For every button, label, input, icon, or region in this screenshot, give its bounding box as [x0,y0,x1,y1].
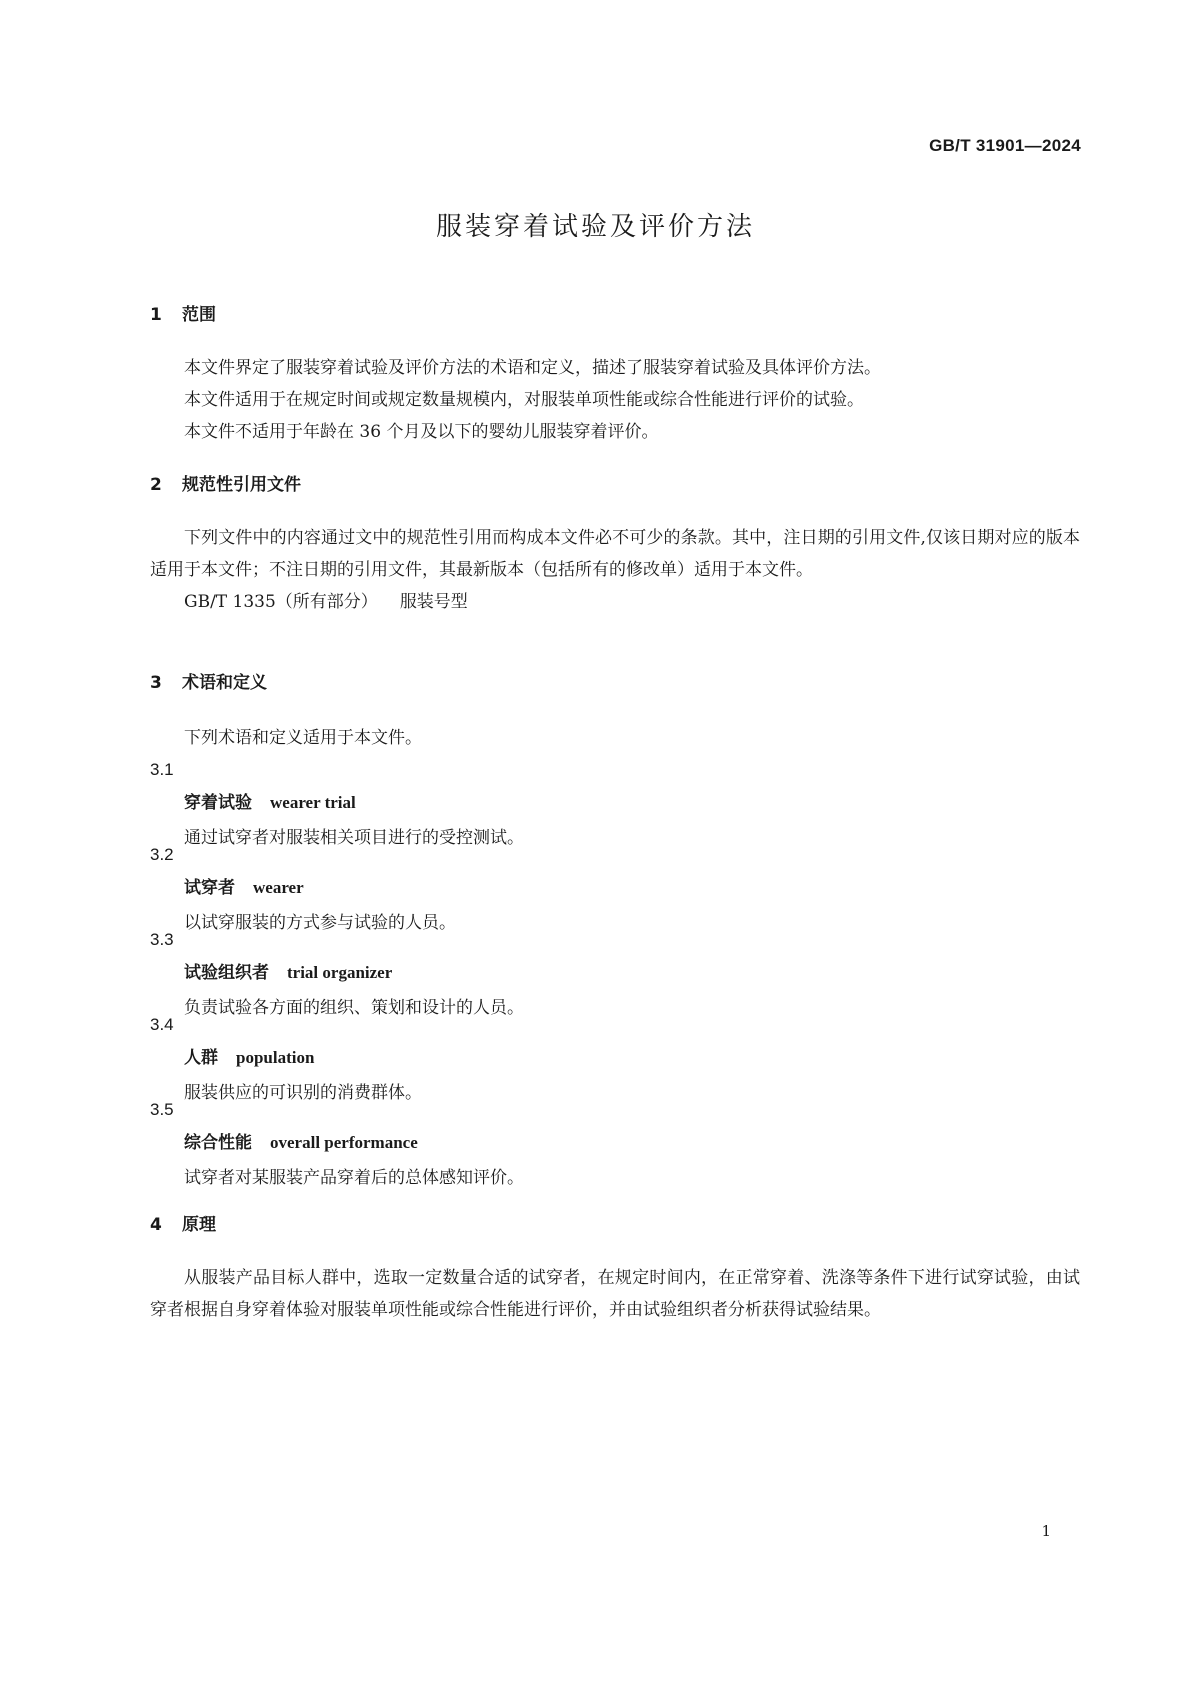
term-3-1 [150,760,1080,848]
term-number: 3.1 [150,760,174,779]
term-zh: 试验组织者 [184,963,269,983]
term-name [150,788,1080,813]
section-title: 规范性引用文件 [182,475,301,495]
term-definition: 试穿者对某服装产品穿着后的总体感知评价。 [184,1168,524,1188]
term-en: wearer trial [270,793,356,812]
paragraph: 从服装产品目标人群中，选取一定数量合适的试穿者，在规定时间内，在正常穿着、洗涤等条件下进行试穿试验，由试穿者根据自身穿着体验对服装单项性能或综合性能进行评价，并由试验组织者分析获得试验结果。 [150,1268,1080,1320]
reference-title: 服装号型 [399,592,468,612]
section-4-heading [150,1210,1080,1235]
section-1-body [150,352,1080,448]
page-number: 1 [1041,1522,1051,1540]
paragraph: 下列文件中的内容通过文中的规范性引用而构成本文件必不可少的条款。其中，注日期的引用文件,仅该日期对应的版本适用于本文件；不注日期的引用文件，其最新版本（包括所有的修改单）适用于本文件。 [150,528,1080,580]
term-name [150,1043,1080,1068]
section-title: 术语和定义 [182,673,267,693]
term-name [150,958,1080,983]
section-2-heading [150,470,1080,495]
standard-code: GB/T 31901—2024 [929,136,1081,155]
paragraph: 本文件界定了服装穿着试验及评价方法的术语和定义，描述了服装穿着试验及具体评价方法。 [184,358,881,378]
term-3-5 [150,1100,1080,1188]
paragraph: 本文件不适用于年龄在 36 个月及以下的婴幼儿服装穿着评价。 [184,422,659,442]
section-number: 1 [150,305,162,325]
term-3-3 [150,930,1080,1018]
term-zh: 综合性能 [184,1133,252,1153]
section-number: 3 [150,673,162,693]
paragraph: 本文件适用于在规定时间或规定数量规模内，对服装单项性能或综合性能进行评价的试验。 [184,390,864,410]
term-en: population [236,1048,315,1067]
term-definition: 通过试穿者对服装相关项目进行的受控测试。 [184,828,524,848]
normative-reference [150,586,1080,618]
document-title: 服装穿着试验及评价方法 [435,212,755,242]
term-en: overall performance [270,1133,418,1152]
section-number: 2 [150,475,162,495]
term-zh: 穿着试验 [184,793,252,813]
term-number: 3.5 [150,1100,174,1119]
term-definition: 负责试验各方面的组织、策划和设计的人员。 [184,998,524,1018]
section-title: 范围 [182,305,216,325]
term-definition: 以试穿服装的方式参与试验的人员。 [184,913,456,933]
term-zh: 试穿者 [184,878,235,898]
section-3-heading [150,668,1080,693]
section-title: 原理 [182,1215,216,1235]
section-1-heading [150,300,1080,325]
term-zh: 人群 [184,1048,218,1068]
term-name [150,873,1080,898]
term-number: 3.3 [150,930,174,949]
term-3-2 [150,845,1080,933]
reference-code: GB/T 1335（所有部分） [184,592,378,612]
term-en: trial organizer [287,963,393,982]
term-3-4 [150,1015,1080,1103]
term-number: 3.2 [150,845,174,864]
section-number: 4 [150,1215,162,1235]
section-3-body [150,722,1080,754]
section-4-body [150,1262,1080,1326]
term-definition: 服装供应的可识别的消费群体。 [184,1083,422,1103]
term-en: wearer [253,878,304,897]
section-2-body [150,522,1080,618]
term-name [150,1128,1080,1153]
paragraph: 下列术语和定义适用于本文件。 [184,728,422,748]
term-number: 3.4 [150,1015,174,1034]
